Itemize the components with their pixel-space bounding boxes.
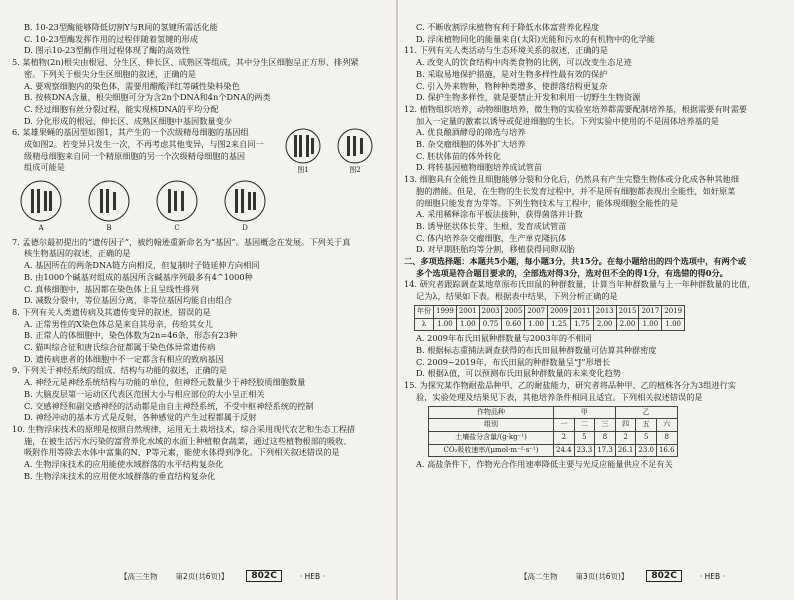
table-cell: 乙 (615, 406, 677, 419)
q6-stem: 6. 某雄果蝇的基因型如图1，其产生的一个次级精母细胞的基因组 (12, 127, 249, 138)
q5-option-b: B. 按核DNA含量，根尖细胞可分为含2n个DNA和4n个DNA的两类 (24, 92, 271, 103)
q6-option-b-figure (86, 179, 132, 235)
q5-stem: 5. 某植物(2n)根尖由根冠、分生区、伸长区、成熟区等组成，其中分生区细胞呈正方形、排列紧 (12, 57, 359, 68)
table-cell: 甲 (554, 406, 616, 419)
q14-option-a: A. 2009年布氏田鼠种群数量与2003年的不相同 (416, 333, 592, 344)
q14-stem: 14. 研究者跟踪调查某地草原布氏田鼠的种群数量，计算当年种群数量与上一年种群数量的比值， (404, 279, 756, 290)
q10-option-d: D. 浮床植物同化的能量来自(太阳)光能和污水的有机物中的化学能 (416, 33, 655, 44)
table-cell: 2015 (616, 305, 639, 318)
table-row (429, 419, 678, 432)
table-cell: 土壤盐分含量/(g·kg⁻¹) (429, 431, 554, 444)
q5-option-d: D. 分化形成的根冠、伸长区、成熟区细胞中基因数量变少 (24, 115, 232, 126)
q6-option-c-figure (154, 179, 200, 235)
q9-option-a: A. 神经元是神经系统结构与功能的单位，但神经元数量少于神经胶质细胞数量 (24, 377, 306, 388)
table-cell: CO₂吸收速率/(μmol·m⁻²·s⁻¹) (429, 444, 554, 457)
table-cell: 2009 (548, 305, 571, 318)
table-cell: 2 (615, 431, 636, 444)
table-cell: 六 (656, 419, 677, 432)
table-row (429, 431, 678, 444)
q12-option-a: A. 优良酿酒酵母的筛选与培养 (416, 127, 526, 138)
table-cell: λ (415, 318, 434, 331)
table-cell: 8 (595, 431, 616, 444)
q10-option-b: B. 生物浮床技术的应用使水域群落的垂直结构复杂化 (24, 470, 216, 481)
q14-option-d: D. 根据λ值，可以预测布氏田鼠种群数量的未来变化趋势 (416, 368, 621, 379)
q8-option-d: D. 遗传病患者的体细胞中不一定都含有相应的致病基因 (24, 353, 224, 364)
q6-option-b-label: B (106, 224, 112, 233)
q13-option-d: D. 对早期胚胎均等分割，移植获得同卵双胎 (416, 244, 575, 255)
q4-option-b: B. 10-23型酶能够降低切割Y与R间的氢键所需活化能 (24, 22, 218, 32)
q14-option-c: C. 2009~2019年，布氏田鼠的种群数量呈“J”形增长 (416, 356, 611, 367)
table-cell: 2019 (662, 305, 685, 318)
table-cell: 23.3 (574, 444, 595, 457)
table-cell: 17.3 (595, 444, 616, 457)
table-cell: 年份 (415, 305, 434, 318)
q13-stem-cont1: 胞的潜能。但是，在生物的生长发育过程中，并不是所有细胞都表现出全能性，如好原菜 (416, 185, 736, 196)
footer-page-number: 第3页(共6页)】 (575, 571, 629, 581)
table-cell: 三 (595, 419, 616, 432)
footer-title: 【高二生物 (520, 571, 558, 581)
q12-option-d: D. 将转基因植物细胞培养成试管苗 (416, 162, 543, 173)
q6-block (12, 127, 390, 177)
q13-option-b: B. 诱导胚状体长芽、生根、发育成试管苗 (416, 220, 567, 231)
table-cell: 24.4 (554, 444, 575, 457)
q9-stem: 9. 下列关于神经系统的组成、结构与功能的叙述，正确的是 (12, 365, 228, 376)
table-cell: 二 (574, 419, 595, 432)
q14-stem-cont: 记为λ，结果如下表。根据表中结果，下列分析正确的是 (416, 291, 618, 302)
table-cell: 2001 (456, 305, 479, 318)
q7-option-c: C. 真核细胞中，基因都在染色体上且呈线性排列 (24, 283, 199, 294)
q15-stem-cont: 验，实验处理及结果见下表，其他培养条件相同且适宜。下列相关叙述错误的是 (416, 391, 703, 402)
q11-option-c: C. 引入外来物种，物种种类增多，使群落结构更复杂 (416, 80, 608, 91)
table-cell: 作物品种 (429, 406, 554, 419)
table-cell: 5 (636, 431, 657, 444)
q11-option-d: D. 保护生物多样性，就是要禁止开发和利用一切野生生物资源 (416, 92, 641, 103)
footer-mark: · HEB · (299, 571, 325, 581)
left-page (12, 22, 390, 483)
table-row (415, 305, 685, 318)
footer-code: 802C (246, 570, 281, 582)
table-cell: 26.1 (615, 444, 636, 457)
q12-option-c: C. 胚状体苗的体外转化 (416, 150, 501, 161)
section-2-heading: 二、多项选择题：本题共5小题，每小题3分，共15分。在每小题给出的四个选项中，有两个或 (404, 256, 747, 267)
q13-option-c: C. 体内培养杂交瘤细胞，生产单克隆抗体 (416, 232, 567, 243)
table-cell: 8 (656, 431, 677, 444)
q11-stem: 11. 下列有关人类活动与生态环境关系的叙述，正确的是 (404, 45, 608, 56)
q8-option-c: C. 猫叫综合征和唐氏综合征都属于染色体异常遗传病 (24, 342, 216, 353)
q6-option-a-label: A (38, 224, 44, 233)
table-cell: 一 (554, 419, 575, 432)
q13-option-a: A. 采用稀释涂布平板法接种，获得菌落并计数 (416, 209, 583, 220)
table-cell: 5 (574, 431, 595, 444)
q15-option-a: A. 高盐条件下，作物光合作用速率降低主要与光反应能量供应不足有关 (416, 459, 673, 470)
q7-option-a: A. 基因所在的两条DNA链方向相反，但复制时子链延伸方向相同 (24, 260, 260, 271)
footer-title: 【高三生物 (120, 571, 158, 581)
table-cell: 组别 (429, 419, 554, 432)
table-cell: 2005 (502, 305, 525, 318)
table-cell: 16.6 (656, 444, 677, 457)
q9-option-b: B. 大脑皮层第一运动区代表区范围大小与相应部位的大小呈正相关 (24, 388, 265, 399)
q10-stem: 10. 生物浮床技术的原理是按照自然规律，运用无土栽培技术，综合采用现代农艺和生态工程措 (12, 423, 356, 434)
table-cell: 2017 (639, 305, 662, 318)
table-row (415, 318, 685, 331)
left-page-footer (120, 570, 325, 582)
table-cell: 1.00 (525, 318, 548, 331)
table-cell: 1.25 (548, 318, 571, 331)
table-cell: 2007 (525, 305, 548, 318)
q11-option-b: B. 采取易地保护措施，是对生物多样性最有效的保护 (416, 68, 608, 79)
q8-option-b: B. 正常人的体细胞中，染色体数为2n=46条，形态有23种 (24, 330, 238, 341)
table-cell: 0.60 (502, 318, 525, 331)
table-cell: 2.00 (616, 318, 639, 331)
table-cell: 2 (554, 431, 575, 444)
q7-stem-cont: 核生物基因的叙述，正确的是 (24, 248, 131, 259)
q10-stem-cont1: 施，在被生活污水污染的富营养化水域的水面上种植粮食蔬菜，通过这些植物根部的吸收、 (24, 435, 352, 446)
q13-stem-cont2: 的细胞只能发育为芽等。下列生物技术与工程中，能体现细胞全能性的是 (416, 197, 679, 208)
figure-2-label: 图2 (349, 166, 361, 175)
figure-1 (282, 127, 324, 177)
table-row (429, 406, 678, 419)
q10-option-a: A. 生物浮床技术的应用能使水域群落的水平结构复杂化 (24, 459, 224, 470)
q13-stem: 13. 细胞具有全能性且细胞能够分裂和分化后，仍然具有产生完整生物体或分化成各种其他细 (404, 174, 739, 185)
q6-option-d-label: D (242, 224, 248, 233)
right-page (404, 22, 786, 471)
section-2-heading-cont: 多个选项是符合题目要求的，全部选对得3分，选对但不全的得1分，有选错的得0分。 (416, 267, 728, 278)
table-cell: 1.00 (456, 318, 479, 331)
table-cell: 五 (636, 419, 657, 432)
right-page-footer (520, 570, 725, 582)
table-cell: 2011 (570, 305, 593, 318)
figure-2 (334, 127, 376, 177)
q7-option-d: D. 减数分裂中，等位基因分离，非等位基因均能自由组合 (24, 295, 232, 306)
table-cell: 1.00 (662, 318, 685, 331)
q15-salt-table (428, 406, 678, 458)
q5-stem-cont: 密。下列关于根尖分生区细胞的叙述，正确的是 (24, 68, 196, 79)
q10-option-c: C. 不断收割浮床植物有利于降低水体富营养化程度 (416, 22, 600, 32)
table-cell: 2.00 (593, 318, 616, 331)
q7-option-b: B. 由1000个碱基对组成的基因所含碱基序列最多有4^1000种 (24, 271, 253, 282)
q4-option-d: D. 图示10-23型酶作用过程体现了酶的高效性 (24, 45, 191, 56)
q12-stem: 12. 植物组织培养，动物细胞培养，微生物的实验室培养都需要配制培养基，根据需要有时需要 (404, 103, 748, 114)
q6-option-c-label: C (174, 224, 180, 233)
q8-option-a: A. 正常男性的X染色体总是来自其母亲，传给其女儿 (24, 318, 213, 329)
q4-option-c: C. 10-23型酶发挥作用的过程伴随着氢键的形成 (24, 33, 198, 44)
table-cell: 1999 (434, 305, 457, 318)
table-cell: 2003 (479, 305, 502, 318)
q10-stem-cont2: 吸附作用等除去水体中富集的N、P等元素，能使水体得到净化。下列相关叙述错误的是 (24, 447, 340, 458)
q6-option-a-figure (18, 179, 64, 235)
table-cell: 四 (615, 419, 636, 432)
q6-stem-cont1: 成如图2。若变异只发生一次，不再考虑其他变异，与图2来自同一 (24, 139, 264, 150)
table-cell: 23.0 (636, 444, 657, 457)
q6-option-figures (18, 179, 390, 235)
q11-option-a: A. 改变人的饮食结构中肉类食物的比例，可以改变生态足迹 (416, 57, 632, 68)
q8-stem: 8. 下列有关人类遗传病及其遗传变异的叙述，错误的是 (12, 306, 211, 317)
q12-stem-cont: 加入一定量的激素以诱导或促进细胞的生长。下列实验中使用的不是固体培养基的是 (416, 115, 719, 126)
q9-option-c: C. 交感神经和副交感神经的活动都是由自主神经系统，不受中枢神经系统的控制 (24, 400, 314, 411)
q15-stem: 15. 为探究某作物耐盐品种甲、乙的耐盐能力，研究者将品种甲、乙的植株各分为3组进行实 (404, 380, 736, 391)
footer-page-number: 第2页(共6页)】 (175, 571, 229, 581)
q14-lambda-table (414, 305, 685, 331)
q5-option-a: A. 要观察细胞内的染色体，需要用醋酸洋红等碱性染料染色 (24, 80, 240, 91)
q5-option-c: C. 经过细胞有丝分裂过程，能实现核DNA的平均分配 (24, 103, 219, 114)
figure-1-label: 图1 (297, 166, 309, 175)
table-row (429, 444, 678, 457)
q6-option-d-figure (222, 179, 268, 235)
q6-stem-cont2: 级精母细胞来自同一个精原细胞的另一个次级精母细胞的基因 (24, 150, 246, 161)
q9-option-d: D. 神经冲动的基本方式是反射，各种感觉的产生过程都属于反射 (24, 412, 257, 423)
footer-mark: · HEB · (699, 571, 725, 581)
table-cell: 0.75 (479, 318, 502, 331)
q6-reference-figures (282, 127, 376, 177)
table-cell: 1.00 (434, 318, 457, 331)
q7-stem: 7. 孟德尔最初提出的“遗传因子”，被约翰逊重新命名为“基因”。基因概念在发展。下列关于真 (12, 236, 351, 247)
footer-code: 802C (646, 570, 681, 582)
q14-option-b: B. 根据标志重捕法调查获得的布氏田鼠种群数量可估算其种群密度 (416, 344, 657, 355)
table-cell: 2013 (593, 305, 616, 318)
q12-option-b: B. 杂交瘤细胞的体外扩大培养 (416, 139, 526, 150)
table-cell: 1.00 (639, 318, 662, 331)
table-cell: 1.75 (570, 318, 593, 331)
q6-stem-cont3: 组成可能是 (24, 162, 65, 173)
page-fold (396, 0, 398, 600)
